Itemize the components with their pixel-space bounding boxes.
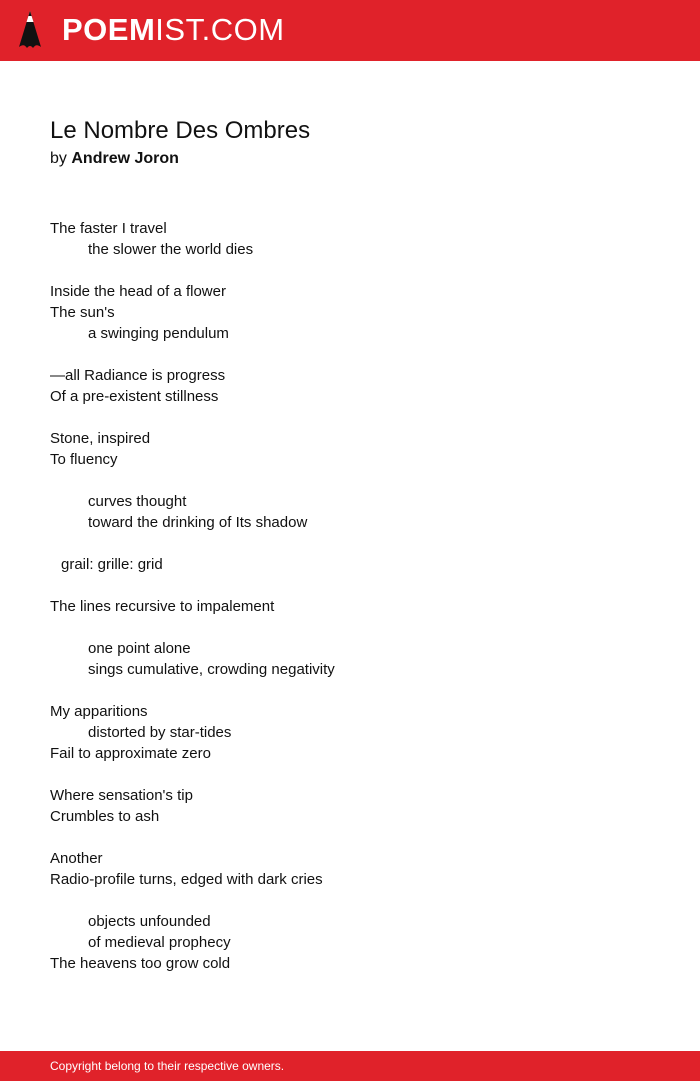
poem-line: Another <box>50 850 103 867</box>
copyright-notice: Copyright belong to their respective owners. <box>50 1059 285 1073</box>
poem-line: Of a pre-existent stillness <box>50 388 219 405</box>
stanza-break <box>50 470 670 491</box>
brand-bold: POEM <box>62 12 156 47</box>
poem-line: My apparitions <box>50 703 148 720</box>
site-header <box>0 0 700 61</box>
pencil-logo-icon[interactable] <box>17 9 43 51</box>
site-footer <box>0 1051 700 1081</box>
poem-line: objects unfounded <box>88 913 211 930</box>
stanza-break <box>50 575 670 596</box>
stanza-break <box>50 827 670 848</box>
stanza-break <box>50 260 670 281</box>
poem-line: The heavens too grow cold <box>50 955 231 972</box>
stanza-break <box>50 617 670 638</box>
by-label: by <box>50 150 67 167</box>
poem-line: a swinging pendulum <box>88 325 229 342</box>
site-logo-text[interactable] <box>62 10 285 50</box>
poem-line: The faster I travel <box>50 220 167 237</box>
poem-line: the slower the world dies <box>88 241 254 258</box>
poem-line: —all Radiance is progress <box>50 367 226 384</box>
poem-line: The lines recursive to impalement <box>50 598 275 615</box>
stanza-break <box>50 407 670 428</box>
poem-body <box>50 218 670 974</box>
poem-line: Stone, inspired <box>50 430 151 447</box>
poem-line: Crumbles to ash <box>50 808 160 825</box>
brand-light: IST.COM <box>155 12 285 47</box>
poem-line: of medieval prophecy <box>88 934 231 951</box>
poem-line: toward the drinking of Its shadow <box>88 514 308 531</box>
poem-line: Inside the head of a flower <box>50 283 226 300</box>
byline <box>50 148 179 170</box>
poem-line: distorted by star-tides <box>88 724 232 741</box>
poem-line: Fail to approximate zero <box>50 745 211 762</box>
poem-line: curves thought <box>88 493 187 510</box>
poem-line: grail: grille: grid <box>61 556 163 573</box>
author-name[interactable]: Andrew Joron <box>71 150 179 167</box>
poem-line: The sun's <box>50 304 115 321</box>
poem-line: Where sensation's tip <box>50 787 193 804</box>
poem-line: To fluency <box>50 451 118 468</box>
stanza-break <box>50 890 670 911</box>
poem-line: sings cumulative, crowding negativity <box>88 661 335 678</box>
stanza-break <box>50 344 670 365</box>
poem-line: Radio-profile turns, edged with dark cries <box>50 871 323 888</box>
poem-title: Le Nombre Des Ombres <box>50 117 311 144</box>
stanza-break <box>50 533 670 554</box>
stanza-break <box>50 680 670 701</box>
poem-line: one point alone <box>88 640 191 657</box>
stanza-break <box>50 764 670 785</box>
